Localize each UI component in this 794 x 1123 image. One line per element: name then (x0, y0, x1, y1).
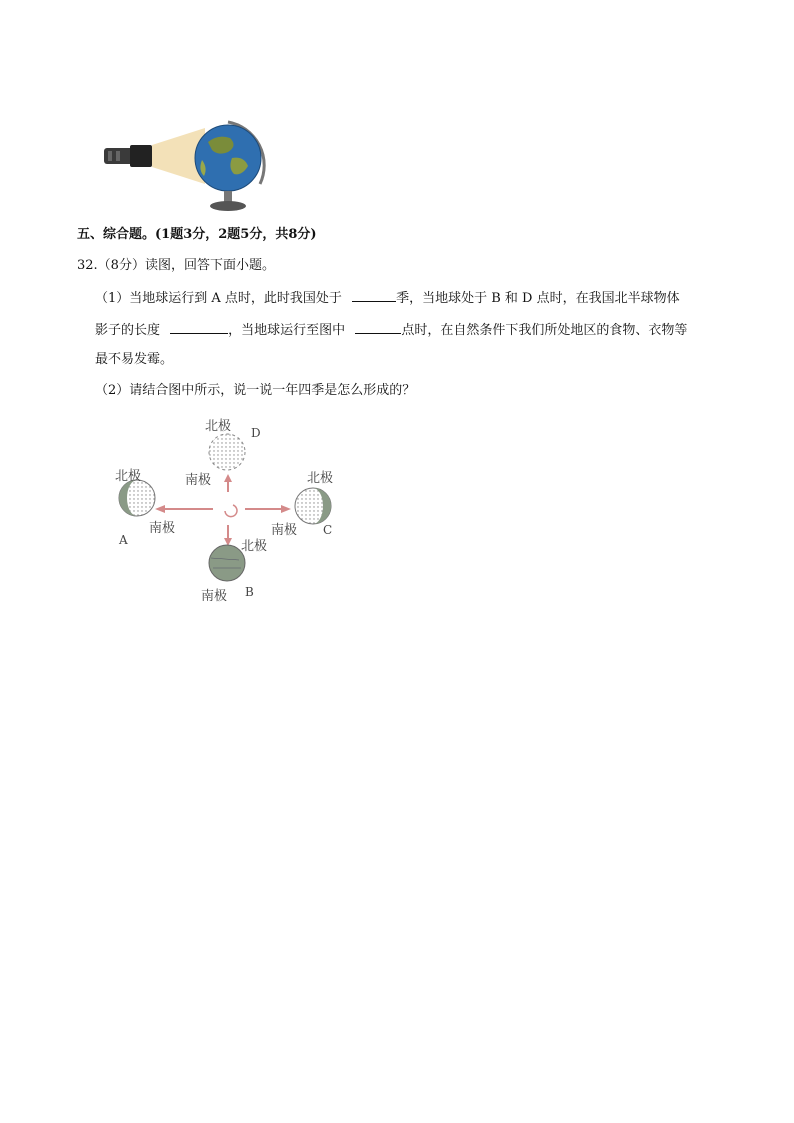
answer-blank-1[interactable] (352, 290, 396, 302)
arrow-left (155, 505, 213, 513)
label-south-c: 南极 (271, 523, 298, 538)
sub1-text-e: 点时，在自然条件下我们所处地区的食物、衣物等 (401, 323, 688, 338)
label-north-b: 北极 (241, 539, 268, 554)
label-point-d: D (251, 426, 261, 440)
sub-question-1-line-1 (95, 290, 680, 305)
arrow-down (224, 525, 232, 546)
sub-question-2: （2）请结合图中所示，说一说一年四季是怎么形成的？ (95, 383, 416, 398)
flashlight-icon (104, 145, 152, 167)
flashlight-globe-illustration (100, 112, 275, 217)
earth-b (209, 545, 245, 581)
sub1-text-d: ，当地球运行至图中 (228, 323, 346, 338)
label-north-a: 北极 (115, 469, 142, 484)
earth-a (119, 480, 155, 516)
question-title: 32.（8分）读图，回答下面小题。 (77, 258, 275, 273)
label-north-c: 北极 (307, 471, 334, 486)
sub1-text-c: 影子的长度 (95, 323, 161, 338)
label-point-a: A (119, 533, 128, 547)
sub-question-1-line-3: 最不易发霉。 (95, 352, 174, 367)
answer-blank-2[interactable] (170, 322, 228, 334)
sun-icon (225, 505, 237, 517)
label-south-d: 南极 (185, 473, 212, 488)
answer-blank-3[interactable] (355, 322, 401, 334)
label-south-a: 南极 (149, 521, 176, 536)
label-north-d: 北极 (205, 419, 232, 434)
sub-question-1-line-2 (95, 322, 687, 337)
arrow-up (224, 474, 232, 492)
earth-orbit-diagram (105, 410, 350, 605)
section-heading: 五、综合题。(1题3分，2题5分，共8分) (77, 227, 317, 242)
earth-c (295, 488, 331, 524)
label-south-b: 南极 (201, 589, 228, 604)
label-point-c: C (323, 523, 333, 537)
earth-d (209, 434, 245, 470)
globe-icon (195, 122, 264, 211)
sub1-text-a: （1）当地球运行到 A 点时，此时我国处于 (95, 291, 342, 306)
arrow-right (245, 505, 291, 513)
label-point-b: B (245, 585, 254, 599)
sub1-text-b: 季，当地球处于 B 和 D 点时，在我国北半球物体 (396, 291, 680, 306)
